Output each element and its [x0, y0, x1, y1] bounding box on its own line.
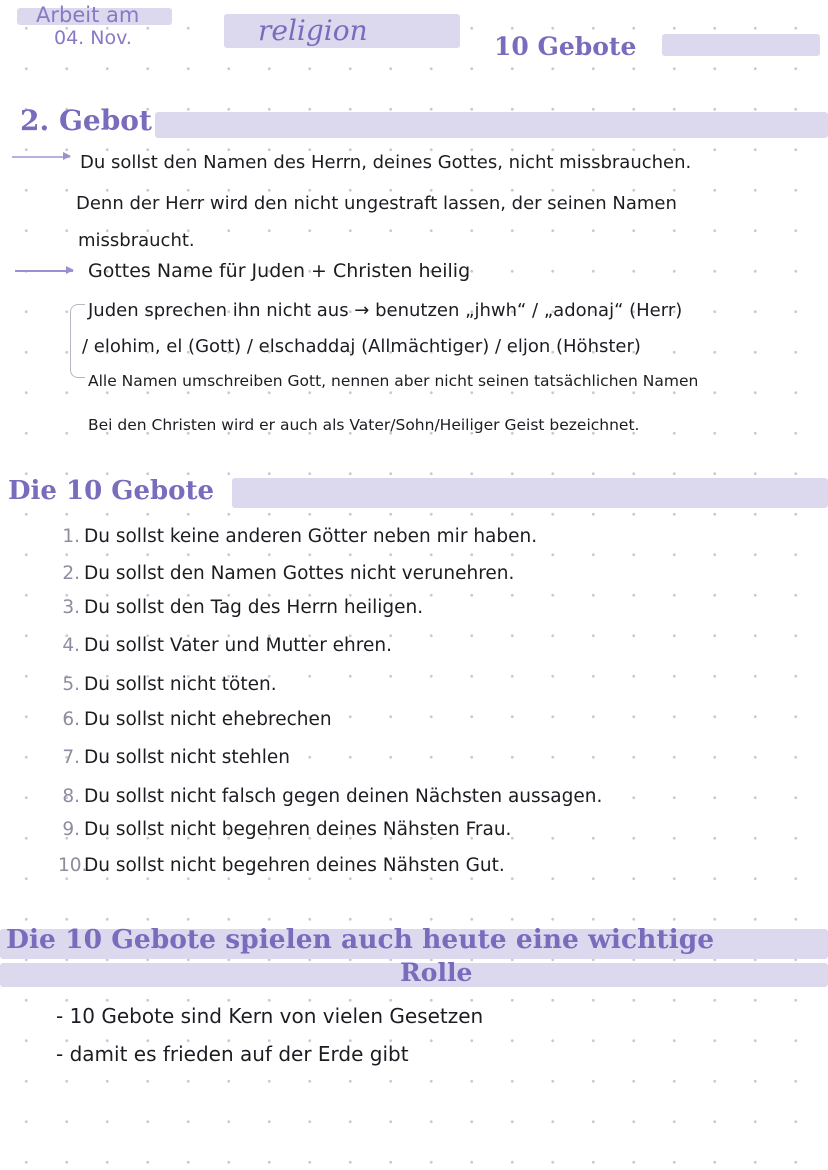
list-item-text: Du sollst nicht ehebrechen: [84, 709, 332, 730]
list-item-text: Du sollst nicht begehren deines Nähsten Gut.: [84, 855, 505, 876]
list-item-text: Du sollst den Namen Gottes nicht verunehren.: [84, 563, 515, 584]
list-item-number: 9.: [62, 819, 80, 840]
gebot2-line-1: Du sollst den Namen des Herrn, deines Gottes, nicht missbrauchen.: [80, 152, 692, 173]
list-item: [58, 711, 332, 730]
gebot2-line-6: / elohim, el (Gott) / elschaddaj (Allmächtiger) / eljon (Höhster): [82, 336, 641, 357]
topic-highlight: [662, 34, 820, 56]
list-item: [58, 637, 392, 656]
list-item: [58, 749, 290, 768]
list-item-text: Du sollst nicht töten.: [84, 674, 277, 695]
bullet-1: - 10 Gebote sind Kern von vielen Gesetzen: [56, 1004, 484, 1028]
heading-underline-arrow: [12, 156, 70, 158]
gebot2-line-3: missbraucht.: [78, 230, 195, 251]
heute-heading-2: Rolle: [400, 958, 473, 987]
arrow-icon: [15, 270, 73, 272]
gebot2-line-4: Gottes Name für Juden + Christen heilig: [88, 260, 471, 282]
list-item: [58, 857, 505, 876]
list-item: [58, 528, 537, 547]
list-item-text: Du sollst nicht falsch gegen deinen Nächsten aussagen.: [84, 786, 603, 807]
heute-heading: Die 10 Gebote spielen auch heute eine wichtige: [6, 924, 715, 955]
gebot2-line-2: Denn der Herr wird den nicht ungestraft lassen, der seinen Namen: [76, 193, 677, 214]
list-item-number: 8.: [62, 786, 80, 807]
list-item-text: Du sollst nicht stehlen: [84, 747, 291, 768]
list-item: [58, 565, 514, 584]
gebot2-line-7: Alle Namen umschreiben Gott, nennen aber nicht seinen tatsächlichen Namen: [88, 372, 699, 390]
gebot2-heading: 2. Gebot: [20, 104, 152, 137]
list-item: [58, 821, 511, 840]
gebot2-line-8: Bei den Christen wird er auch als Vater/Sohn/Heiliger Geist bezeichnet.: [88, 416, 640, 434]
list-item: [58, 676, 277, 695]
date-label: 04. Nov.: [54, 27, 132, 49]
bullet-2: - damit es frieden auf der Erde gibt: [56, 1042, 409, 1066]
list-item: [58, 599, 423, 618]
topic-title: 10 Gebote: [494, 32, 637, 61]
list-item-text: Du sollst den Tag des Herrn heiligen.: [84, 597, 424, 618]
list-item-number: 5.: [62, 674, 80, 695]
list-item-number: 6.: [62, 709, 80, 730]
list-item-number: 3.: [62, 597, 80, 618]
list-item-text: Du sollst keine anderen Götter neben mir haben.: [84, 526, 538, 547]
arbeit-label: Arbeit am: [36, 3, 140, 27]
list-item-number: 4.: [62, 635, 80, 656]
gebot2-line-5: Juden sprechen ihn nicht aus → benutzen „jhwh“ / „adonaj“ (Herr): [88, 300, 683, 321]
list-item-number: 10.: [58, 855, 88, 876]
list-item-text: Du sollst Vater und Mutter ehren.: [84, 635, 392, 656]
gebot2-heading-highlight: [155, 112, 828, 138]
list-item-number: 2.: [62, 563, 80, 584]
list-item: [58, 788, 602, 807]
subject-title: religion: [258, 14, 368, 47]
list-item-number: 7.: [62, 747, 80, 768]
gebote-heading: Die 10 Gebote: [8, 476, 215, 506]
list-item-text: Du sollst nicht begehren deines Nähsten Frau.: [84, 819, 512, 840]
gebote-heading-highlight: [232, 478, 828, 508]
list-item-number: 1.: [62, 526, 80, 547]
